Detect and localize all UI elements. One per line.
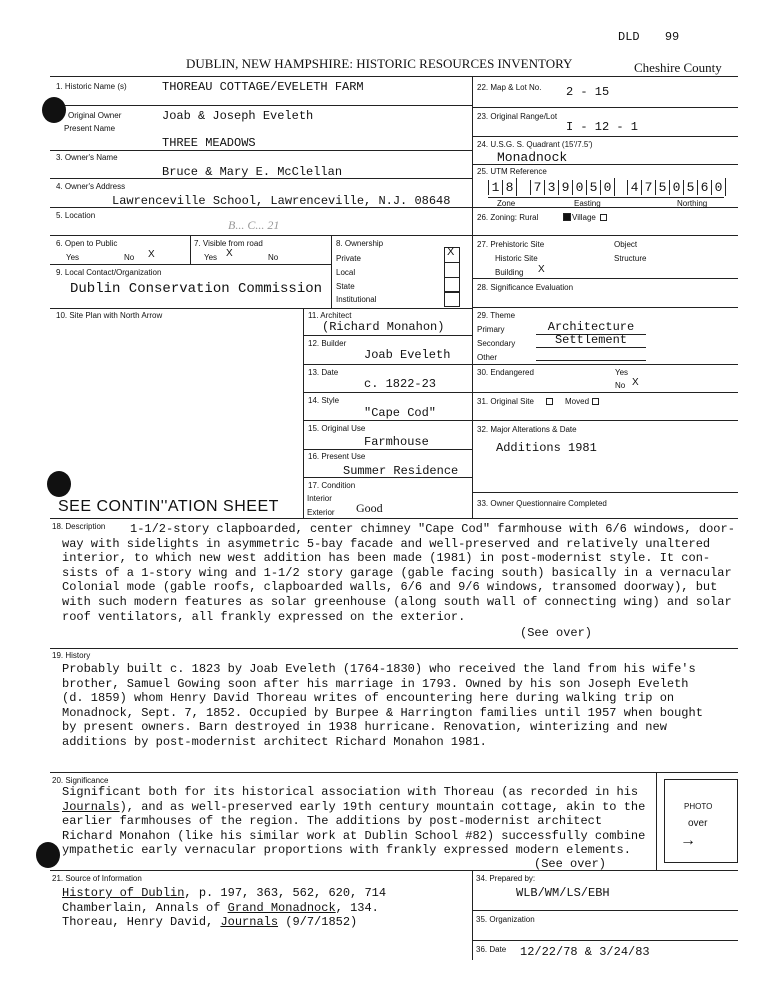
rule xyxy=(472,307,738,308)
rule xyxy=(472,392,738,393)
utm-digit: 5 xyxy=(655,180,669,195)
zoning-label: 26. Zoning: Rural xyxy=(477,213,539,222)
date-value: c. 1822-23 xyxy=(364,377,437,391)
visible-no-label: No xyxy=(268,253,279,262)
column-divider-right xyxy=(472,76,473,518)
visible-from-road-label: 7. Visible from road xyxy=(194,239,263,248)
punch-hole xyxy=(36,842,60,868)
significance-line: ympathetic early vernacular proportions with frankly expressed modern elements. xyxy=(62,843,631,858)
significance-line: Significant both for its historical association with Thoreau (as recorded in his xyxy=(62,785,639,799)
utm-digit: 8 xyxy=(502,180,516,195)
present-use-value: Summer Residence xyxy=(343,464,459,478)
source-title: History of Dublin xyxy=(62,886,185,900)
utm-digit: 0 xyxy=(711,180,725,195)
original-owner-value: Joab & Joseph Eveleth xyxy=(162,109,314,123)
endangered-no-mark: X xyxy=(632,377,639,388)
original-site-checkbox xyxy=(546,398,553,405)
source-detail: , p. 197, 363, 562, 620, 714 xyxy=(184,886,387,900)
theme-primary-label: Primary xyxy=(477,325,505,334)
rule xyxy=(303,449,472,450)
location-label: 5. Location xyxy=(56,211,96,220)
utm-digit: 4 xyxy=(627,180,641,195)
owner-name-label: 3. Owner's Name xyxy=(56,153,118,162)
organization-label: 35. Organization xyxy=(476,915,535,924)
sources-label: 21. Source of Information xyxy=(52,874,142,883)
rule xyxy=(303,392,472,393)
original-owner-label: Original Owner xyxy=(68,111,122,120)
style-value: "Cape Cod" xyxy=(364,406,437,420)
rule xyxy=(50,308,472,309)
rule xyxy=(303,335,472,336)
rule xyxy=(472,364,738,365)
photo-label: PHOTO xyxy=(684,802,713,811)
utm-digit: 5 xyxy=(586,180,600,195)
rule xyxy=(50,105,472,106)
photo-divider xyxy=(656,772,657,870)
form-title: DUBLIN, NEW HAMPSHIRE: HISTORIC RESOURCES INVENTORY xyxy=(186,56,573,71)
utm-easting-digits xyxy=(530,178,615,196)
rule xyxy=(472,107,738,108)
endangered-no-label: No xyxy=(615,381,626,390)
local-contact-value: Dublin Conservation Commission xyxy=(70,281,323,297)
theme-secondary-label: Secondary xyxy=(477,339,516,348)
theme-primary-value: Architecture xyxy=(536,320,646,335)
condition-exterior-label: Exterior xyxy=(307,508,335,517)
present-name-value: THREE MEADOWS xyxy=(162,136,256,150)
utm-digit: 0 xyxy=(600,180,614,195)
theme-other-line xyxy=(536,360,646,361)
prepared-by-label: 34. Prepared by: xyxy=(476,874,536,883)
builder-label: 12. Builder xyxy=(308,339,347,348)
description-line: with such modern features as solar greenhouse (along south wall of connecting wing) and solar xyxy=(62,594,732,609)
form-code-prefix: DLD xyxy=(618,30,640,44)
utm-digit: 7 xyxy=(641,180,655,195)
history-line: additions by post-modernist architect Richard Monahon 1981. xyxy=(62,734,487,749)
photo-over-label: over xyxy=(688,818,708,829)
county-name: Cheshire County xyxy=(634,60,722,75)
significance-text xyxy=(62,785,662,858)
local-contact-label: 9. Local Contact/Organization xyxy=(56,268,162,277)
history-text xyxy=(62,662,738,750)
rule xyxy=(472,940,738,941)
theme-label: 29. Theme xyxy=(477,311,516,320)
condition-interior-label: Interior xyxy=(307,494,332,503)
rule xyxy=(472,136,738,137)
description-line: sists of a 1-story wing and 1-1/2 story garage (gable facing south) basically in a vernacular xyxy=(62,565,732,580)
sources-top-rule xyxy=(50,870,738,871)
builder-value: Joab Eveleth xyxy=(364,348,451,362)
owner-address-value: Lawrenceville School, Lawrenceville, N.J. 08648 xyxy=(112,194,451,208)
range-lot-value: I - 12 - 1 xyxy=(566,120,639,134)
significance-label: 20. Significance xyxy=(52,776,109,785)
range-lot-label: 23. Original Range/Lot xyxy=(477,112,558,121)
description-see-over: (See over) xyxy=(520,626,593,640)
prepared-by-value: WLB/WM/LS/EBH xyxy=(516,886,610,900)
condition-label: 17. Condition xyxy=(308,481,356,490)
theme-other-label: Other xyxy=(477,353,498,362)
history-top-rule xyxy=(50,648,738,649)
zoning-village-checkbox xyxy=(600,214,607,221)
present-use-label: 16. Present Use xyxy=(308,452,366,461)
date-label: 13. Date xyxy=(308,368,339,377)
original-use-value: Farmhouse xyxy=(364,435,429,449)
significance-top-rule xyxy=(50,772,738,773)
significance-line: Richard Monahon (like his similar work at Dublin School #82) successfully combine xyxy=(62,828,646,843)
ownership-private-mark: X xyxy=(447,246,455,258)
architect-value: (Richard Monahon) xyxy=(322,320,445,334)
owner-questionnaire-label: 33. Owner Questionnaire Completed xyxy=(477,499,607,508)
utm-digit: 6 xyxy=(697,180,711,195)
form-code xyxy=(618,30,679,44)
history-line: Probably built c. 1823 by Joab Eveleth (1764-1830) who received the land from his wife's xyxy=(62,662,696,676)
utm-digit: 0 xyxy=(572,180,586,195)
utm-underline xyxy=(488,197,724,198)
date-prepared-label: 36. Date xyxy=(476,945,507,954)
description-line: interior, to which new west addition has been made (1981) in post-modernist style. It con- xyxy=(62,551,711,566)
building-mark: X xyxy=(538,264,545,275)
history-line: Monadnock, Sept. 7, 1852. Occupied by Burpee & Harrington families until 1957 when bought xyxy=(62,705,703,720)
punch-hole xyxy=(42,97,66,123)
rule xyxy=(472,420,738,421)
rule xyxy=(50,264,332,265)
historic-name-label: 1. Historic Name (s) xyxy=(56,82,127,91)
continuation-sheet-note: SEE CONTIN''ATION SHEET xyxy=(58,498,279,515)
rule xyxy=(50,150,472,151)
utm-northing-label: Northing xyxy=(677,199,708,208)
utm-zone-label: Zone xyxy=(497,199,516,208)
original-use-label: 15. Original Use xyxy=(308,424,366,433)
alterations-label: 32. Major Alterations & Date xyxy=(477,425,577,434)
historic-name-value: THOREAU COTTAGE/EVELETH FARM xyxy=(162,80,364,94)
frame-mid-rule xyxy=(50,518,738,519)
owner-name-value: Bruce & Mary E. McClellan xyxy=(162,165,343,179)
frame-top-rule xyxy=(50,76,738,77)
history-line: (d. 1859) whom Henry David Thoreau writes of encountering here during walking trip on xyxy=(62,691,675,706)
column-divider-mid xyxy=(303,308,304,518)
structure-label: Structure xyxy=(614,254,647,263)
date-prepared-value: 12/22/78 & 3/24/83 xyxy=(520,945,650,959)
significance-line: earlier farmhouses of the region. The additions by post-modernist architect xyxy=(62,814,603,829)
rule xyxy=(303,420,472,421)
open-no-mark: X xyxy=(148,249,155,260)
ownership-institutional-checkbox xyxy=(444,291,460,307)
original-site-label: 31. Original Site xyxy=(477,397,534,406)
source-detail: , 134. xyxy=(335,900,379,915)
description-text xyxy=(62,522,738,624)
architect-label: 11. Architect xyxy=(308,311,352,320)
visible-yes-label: Yes xyxy=(204,253,218,262)
endangered-yes-label: Yes xyxy=(615,368,629,377)
source-author: Chamberlain, Annals of xyxy=(62,900,228,915)
utm-digit: 0 xyxy=(669,180,683,195)
rule xyxy=(50,235,472,236)
significance-see-over: (See over) xyxy=(534,857,607,871)
visible-yes-mark: X xyxy=(226,248,233,259)
description-line: 1-1/2-story clapboarded, center chimney "Cape Cod" farmhouse with 6/6 windows, door- xyxy=(130,522,735,536)
utm-digit: 1 xyxy=(488,180,502,195)
utm-digit: 3 xyxy=(544,180,558,195)
sources-divider xyxy=(472,870,473,960)
rule xyxy=(331,235,332,308)
utm-digit: 9 xyxy=(558,180,572,195)
zoning-rural-checkbox xyxy=(563,213,571,221)
endangered-label: 30. Endangered xyxy=(477,368,534,377)
rule xyxy=(472,278,738,279)
description-line: way with sidelights in asymmetric 5-bay facade and well-preserved and relatively unaltered xyxy=(62,536,711,551)
description-label: 18. Description xyxy=(52,522,106,531)
significance-line xyxy=(62,800,662,815)
quadrant-value: Monadnock xyxy=(497,150,568,165)
map-lot-label: 22. Map & Lot No. xyxy=(477,83,542,92)
rule xyxy=(303,364,472,365)
punch-hole xyxy=(47,471,71,497)
ownership-local: Local xyxy=(336,268,356,277)
moved-checkbox xyxy=(592,398,599,405)
form-code-number: 99 xyxy=(664,30,680,44)
site-plan-label: 10. Site Plan with North Arrow xyxy=(56,311,163,320)
prehistoric-site-label: 27. Prehistoric Site xyxy=(477,240,545,249)
ownership-state: State xyxy=(336,282,355,291)
history-line: brother, Samuel Gowing soon after his marriage in 1793. Owned by his son Joseph Eveleth xyxy=(62,676,689,691)
utm-digit: 7 xyxy=(530,180,544,195)
journals-title: Journals xyxy=(62,799,120,814)
building-label: Building xyxy=(495,268,524,277)
ownership-institutional: Institutional xyxy=(336,295,377,304)
ownership-local-checkbox xyxy=(444,262,460,278)
alterations-value: Additions 1981 xyxy=(496,441,597,455)
moved-label: Moved xyxy=(565,397,590,406)
style-label: 14. Style xyxy=(308,396,340,405)
rule xyxy=(190,235,191,264)
utm-zone-digits xyxy=(488,178,517,196)
rule xyxy=(472,235,738,236)
rule xyxy=(472,910,738,911)
photo-arrow-icon: → xyxy=(680,832,696,849)
source-detail: (9/7/1852) xyxy=(278,915,358,930)
open-yes-label: Yes xyxy=(66,253,80,262)
quadrant-label: 24. U.S.G. S. Quadrant (15'/7.5') xyxy=(477,140,593,149)
present-name-label: Present Name xyxy=(64,124,116,133)
utm-easting-label: Easting xyxy=(574,199,601,208)
description-line: Colonial mode (gable roofs, clapboarded walls, 6/6 and 9/6 windows, transomed doorway), but xyxy=(62,580,718,595)
owner-address-label: 4. Owner's Address xyxy=(56,182,126,191)
source-title: Grand Monadnock xyxy=(227,900,336,915)
source-author: Thoreau, Henry David, xyxy=(62,915,221,930)
location-value: B... C... 21 xyxy=(228,218,280,232)
map-lot-value: 2 - 15 xyxy=(566,85,610,99)
history-line: by present owners. Barn destroyed in 1938 hurricane. Renovation, winterizing and new xyxy=(62,720,667,735)
significance-line-rest: ), and as well-preserved early 19th century mountain cottage, akin to the xyxy=(119,799,646,814)
history-label: 19. History xyxy=(52,651,91,660)
rule xyxy=(472,492,738,493)
sources-text xyxy=(62,886,472,930)
source-title: Journals xyxy=(220,915,279,930)
theme-secondary-value: Settlement xyxy=(536,333,646,348)
utm-northing-digits xyxy=(627,178,726,196)
ownership-label: 8. Ownership xyxy=(336,239,384,248)
object-label: Object xyxy=(614,240,638,249)
source-line xyxy=(62,915,472,930)
open-no-label: No xyxy=(124,253,135,262)
source-line xyxy=(62,901,472,916)
historic-site-label: Historic Site xyxy=(495,254,538,263)
open-to-public-label: 6. Open to Public xyxy=(56,239,118,248)
source-line xyxy=(62,886,472,901)
utm-label: 25. UTM Reference xyxy=(477,167,547,176)
condition-value: Good xyxy=(356,501,383,515)
zoning-village-label: Village xyxy=(572,213,596,222)
significance-evaluation-label: 28. Significance Evaluation xyxy=(477,283,574,292)
utm-digit: 5 xyxy=(683,180,697,195)
description-line: roof ventilators, all frankly expressed on the exterior. xyxy=(62,609,466,624)
ownership-private: Private xyxy=(336,254,361,263)
